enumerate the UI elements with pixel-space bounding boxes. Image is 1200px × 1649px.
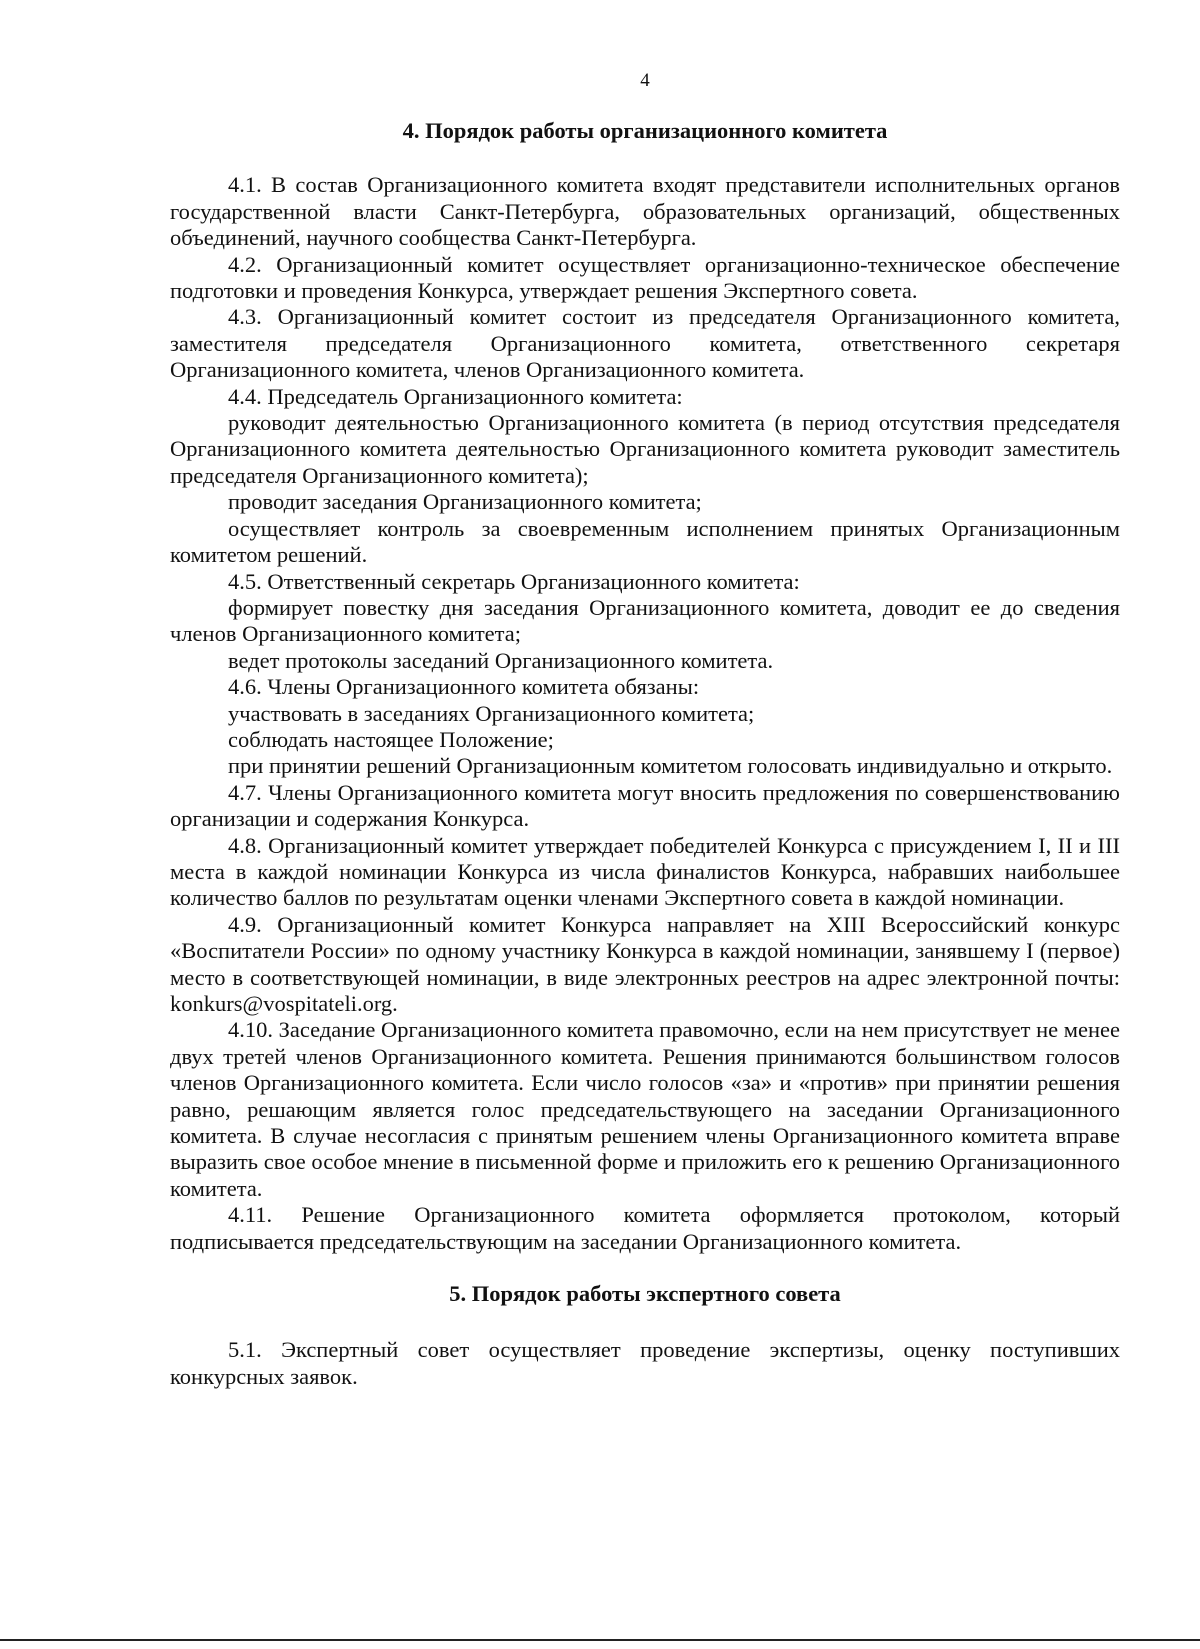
paragraph-4-4-item-3: осуществляет контроль за своевременным исполнением принятых Организационным комитетом решений. — [170, 515, 1120, 568]
paragraph-4-4-item-2: проводит заседания Организационного комитета; — [228, 489, 702, 515]
paragraph-5-1: 5.1. Экспертный совет осуществляет проведение экспертизы, оценку поступивших конкурсных заявок. — [170, 1337, 1120, 1389]
paragraph-4-1: 4.1. В состав Организационного комитета входят представители исполнительных органов государственной власти Санкт-Петербурга, образовательных организаций, общественных объединений, научного сообщества Санкт-Петербурга. — [170, 172, 1120, 251]
paragraph-4-8: 4.8. Организационный комитет утверждает победителей Конкурса с присуждением I, II и III места в каждой номинации Конкурса из числа финалистов Конкурса, набравших наибольшее количество баллов по результатам оценки членами Экспертного совета в каждой номинации. — [170, 832, 1120, 911]
paragraph-4-7: 4.7. Члены Организационного комитета могут вносить предложения по совершенствованию организации и содержания Конкурса. — [170, 779, 1120, 832]
paragraph-4-3: 4.3. Организационный комитет состоит из председателя Организационного комитета, заместителя председателя Организационного комитета, ответственного секретаря Организационного комитета, членов Организационного комитета. — [170, 304, 1120, 383]
paragraph-4-5-item-2: ведет протоколы заседаний Организационного комитета. — [228, 647, 774, 673]
section-4-heading: 4. Порядок работы организационного комитета — [402, 118, 888, 143]
paragraph-4-5: 4.5. Ответственный секретарь Организационного комитета: — [228, 568, 800, 594]
paragraph-4-6: 4.6. Члены Организационного комитета обязаны: — [228, 674, 700, 700]
paragraph-4-4-item-1: руководит деятельностью Организационного комитета (в период отсутствия председателя Организационного комитета деятельностью Организационного комитета руководит заместитель председателя Организационного комитета); — [170, 410, 1120, 488]
paragraph-4-9: 4.9. Организационный комитет Конкурса направляет на XIII Всероссийский конкурс «Воспитатели России» по одному участнику Конкурса в каждой номинации, занявшему I (первое) место в соответствующей номинации, в виде электронных реестров на адрес электронной почты: konkurs@vospitateli.org. — [170, 911, 1120, 1016]
paragraph-4-2: 4.2. Организационный комитет осуществляет организационно-техническое обеспечение подготовки и проведения Конкурса, утверждает решения Экспертного совета. — [170, 251, 1120, 304]
paragraph-4-6-item-3: при принятии решений Организационным комитетом голосовать индивидуально и открыто. — [228, 753, 1113, 779]
paragraph-4-10: 4.10. Заседание Организационного комитета правомочно, если на нем присутствует не менее двух третей членов Организационного комитета. Решения принимаются большинством голосов членов Организационного комитета. Если число голосов «за» и «против» при принятии решения равно, решающим является голос председательствующего на заседании Организационного комитета. В случае несогласия с принятым решением члены Организационного комитета вправе выразить свое особое мнение в письменной форме и приложить его к решению Организационного комитета. — [170, 1017, 1120, 1201]
paragraph-4-5-item-1: формирует повестку дня заседания Организационного комитета, доводит ее до сведения членов Организационного комитета; — [170, 594, 1120, 647]
page-number: 4 — [640, 70, 650, 91]
paragraph-4-11: 4.11. Решение Организационного комитета оформляется протоколом, который подписывается председательствующим на заседании Организационного комитета. — [170, 1202, 1120, 1254]
scan-bottom-edge — [0, 1639, 1200, 1641]
paragraph-4-6-item-1: участвовать в заседаниях Организационного комитета; — [228, 700, 755, 726]
paragraph-4-6-item-2: соблюдать настоящее Положение; — [228, 726, 554, 752]
section-5-heading: 5. Порядок работы экспертного совета — [449, 1281, 841, 1307]
paragraph-4-4: 4.4. Председатель Организационного комитета: — [228, 383, 683, 409]
document-body — [170, 118, 1120, 1390]
